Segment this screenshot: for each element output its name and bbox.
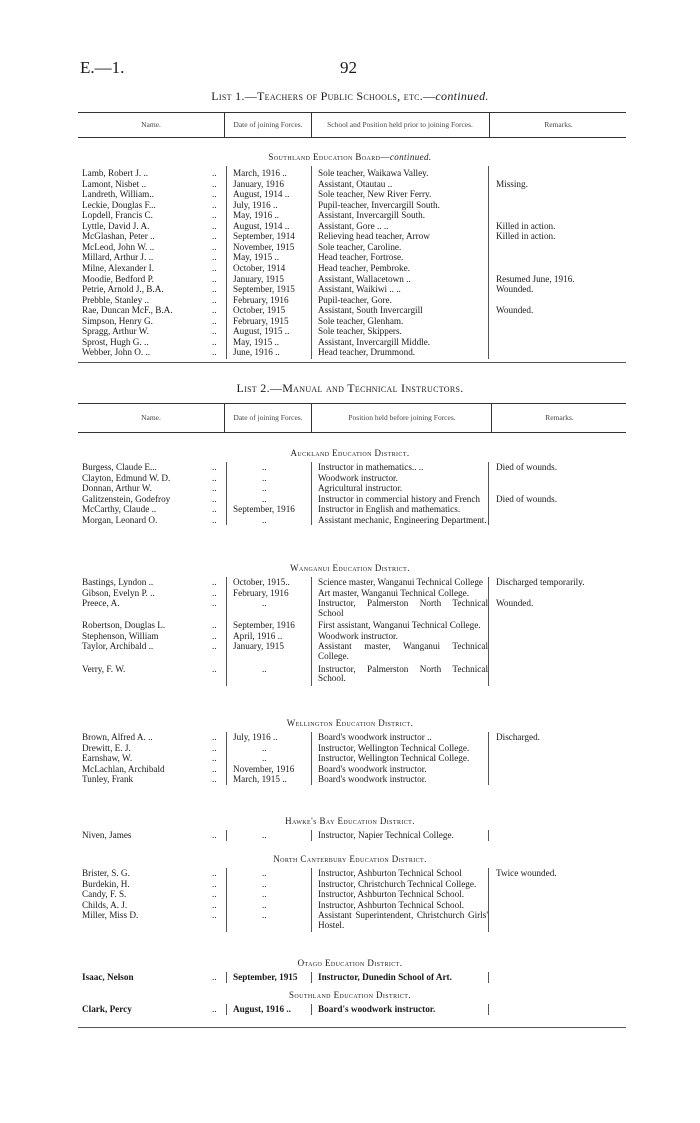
report-code: E.—1. <box>80 58 125 77</box>
position-cell: Pupil-teacher, Gore. <box>318 294 392 305</box>
date-cell: .. <box>262 663 267 674</box>
column-rule <box>226 577 227 686</box>
date-cell: April, 1916 .. <box>233 630 283 641</box>
district-title: Hawke's Bay Education District. <box>285 816 415 826</box>
remarks-cell: Wounded. <box>496 284 534 295</box>
leader-dots: .. <box>212 753 217 763</box>
date-cell: September, 1916 <box>233 504 295 514</box>
district-title <box>0 152 700 162</box>
position-cell: Instructor, Palmerston North Technical School. <box>318 663 488 684</box>
leader-dots: .. <box>212 347 217 358</box>
date-cell: .. <box>262 910 267 920</box>
date-cell: .. <box>262 878 267 889</box>
position-cell: Instructor in English and mathematics. <box>318 504 461 514</box>
date-cell: June, 1916 .. <box>233 347 280 358</box>
district-title: Southland Education District. <box>288 990 411 1000</box>
name-cell: Millard, Arthur J. .. <box>82 252 154 263</box>
date-cell: .. <box>262 598 267 608</box>
date-cell: November, 1916 <box>233 763 295 774</box>
position-cell: Assistant, Otautau .. <box>318 178 393 189</box>
column-rule <box>488 462 489 525</box>
date-cell: August, 1914 .. <box>233 189 290 200</box>
position-cell: Instructor, Christchurch Technical College. <box>318 878 477 889</box>
date-cell: September, 1914 <box>233 231 295 242</box>
name-cell: Preece, A. <box>82 598 120 608</box>
date-cell: September, 1915 <box>233 972 298 982</box>
date-cell: July, 1916 .. <box>233 732 278 742</box>
date-cell: September, 1916 <box>233 620 295 631</box>
name-cell: Lamont, Nisbet .. <box>82 178 147 189</box>
col-position: Position held before joining Forces. <box>348 413 456 422</box>
remarks-cell: Missing. <box>496 178 528 189</box>
leader-dots: .. <box>212 294 217 305</box>
col-remarks: Remarks. <box>544 120 573 129</box>
name-cell: Niven, James <box>82 830 132 840</box>
date-cell: January, 1915 <box>233 273 284 284</box>
leader-dots: .. <box>212 210 217 221</box>
position-cell: Instructor, Ashburton Technical School. <box>318 889 465 899</box>
leader-dots: .. <box>212 830 217 840</box>
leader-dots: .. <box>212 178 217 189</box>
remarks-cell: Died of wounds. <box>496 493 557 504</box>
position-cell: Assistant, Wallacetown .. <box>318 273 411 284</box>
name-cell: Galitzenstein, Godefroy <box>82 493 171 504</box>
leader-dots: .. <box>212 483 217 493</box>
col-name: Name. <box>141 413 161 422</box>
position-cell: Instructor, Wellington Technical College. <box>318 753 470 763</box>
leader-dots: .. <box>212 577 217 587</box>
district-title: Auckland Education District. <box>290 448 410 458</box>
column-rule <box>226 830 227 841</box>
remarks-cell: Killed in action. <box>496 220 556 231</box>
column-rule <box>311 830 312 841</box>
position-cell: Assistant Superintendent, Christchurch Girls' Hostel. <box>318 910 488 930</box>
page-number: 92 <box>340 58 357 77</box>
position-cell: Sole teacher, Caroline. <box>318 241 402 252</box>
name-cell: Brister, S. G. <box>82 868 130 878</box>
leader-dots: .. <box>212 972 217 982</box>
list1-table-header <box>78 112 626 138</box>
remarks-cell: Wounded. <box>496 598 534 608</box>
list1-title-cont: continued. <box>435 89 489 103</box>
column-rule <box>488 1004 489 1015</box>
name-cell: Prebble, Stanley .. <box>82 294 150 305</box>
district-title: North Canterbury Education District. <box>273 854 427 864</box>
name-cell: Milne, Alexander I. <box>82 262 154 273</box>
name-cell: Morgan, Leonard O. <box>82 514 158 525</box>
date-cell: February, 1915 <box>233 315 289 326</box>
district-title: Wellington Education District. <box>286 718 414 728</box>
name-cell: Candy, F. S. <box>82 889 127 899</box>
date-cell: February, 1916 <box>233 587 289 598</box>
date-cell: February, 1916 <box>233 294 289 305</box>
leader-dots: .. <box>212 199 217 210</box>
name-cell: Webber, John O. .. <box>82 347 151 358</box>
date-cell: March, 1915 .. <box>233 774 287 784</box>
remarks-cell: Resumed June, 1916. <box>496 273 575 284</box>
position-cell: Assistant, Invercargill Middle. <box>318 336 431 347</box>
column-rule <box>226 166 227 359</box>
date-cell: November, 1915 <box>233 241 295 252</box>
district-title-cont: continued. <box>389 152 432 162</box>
name-cell: Spragg, Arthur W. <box>82 326 149 337</box>
date-cell: .. <box>262 472 267 483</box>
name-cell: Burdekin, H. <box>82 878 130 889</box>
column-rule <box>226 868 227 932</box>
date-cell: January, 1916 <box>233 178 284 189</box>
name-cell: Sprost, Hugh G. .. <box>82 336 149 347</box>
date-cell: October, 1915.. <box>233 577 290 587</box>
remarks-cell: Twice wounded. <box>496 868 557 878</box>
name-cell: McLeod, John W. .. <box>82 241 155 252</box>
column-rule <box>311 732 312 785</box>
column-rule <box>488 972 489 983</box>
leader-dots: .. <box>212 231 217 242</box>
name-cell: Earnshaw, W. <box>82 753 133 763</box>
name-cell: Landreth, William.. <box>82 189 154 200</box>
name-cell: Miller, Miss D. <box>82 910 139 920</box>
leader-dots: .. <box>212 504 217 514</box>
position-cell: Woodwork instructor. <box>318 630 398 641</box>
position-cell: Assistant, South Invercargill <box>318 305 423 316</box>
column-rule <box>488 732 489 785</box>
leader-dots: .. <box>212 189 217 200</box>
remarks-cell: Killed in action. <box>496 231 556 242</box>
position-cell: Assistant master, Wanganui Technical College. <box>318 641 488 661</box>
col-name: Name. <box>141 120 161 129</box>
leader-dots: .. <box>212 878 217 889</box>
col-date: Date of joining Forces. <box>233 120 303 129</box>
position-cell: Assistant, Gore .. .. <box>318 220 389 231</box>
name-cell: McGlashan, Peter .. <box>82 231 155 242</box>
position-cell: Art master, Wanganui Technical College. <box>318 587 469 598</box>
column-rule <box>226 462 227 525</box>
position-cell: Assistant, Invercargill South. <box>318 210 426 221</box>
leader-dots: .. <box>212 663 217 674</box>
leader-dots: .. <box>212 620 217 631</box>
position-cell: Instructor, Ashburton Technical School <box>318 868 462 878</box>
list1-title <box>0 89 700 104</box>
date-cell: .. <box>262 889 267 899</box>
leader-dots: .. <box>212 273 217 284</box>
date-cell: .. <box>262 868 267 878</box>
remarks-cell: Discharged. <box>496 732 540 742</box>
name-cell: Bastings, Lyndon .. <box>82 577 154 587</box>
date-cell: .. <box>262 483 267 493</box>
name-cell: Petrie, Arnold J., B.A. <box>82 284 164 295</box>
position-cell: Head teacher, Drummond. <box>318 347 416 358</box>
name-cell: Burgess, Claude E... <box>82 462 157 472</box>
column-rule <box>311 1004 312 1015</box>
leader-dots: .. <box>212 514 217 525</box>
position-cell: Instructor, Ashburton Technical School. <box>318 899 465 910</box>
leader-dots: .. <box>212 598 217 608</box>
position-cell: Instructor, Dunedin School of Art. <box>318 972 452 982</box>
name-cell: Gibson, Evelyn P. .. <box>82 587 155 598</box>
position-cell: Instructor in mathematics.. .. <box>318 462 424 472</box>
date-cell: May, 1916 .. <box>233 210 280 221</box>
name-cell: McCarthy, Claude .. <box>82 504 157 514</box>
name-cell: McLachlan, Archibald <box>82 763 165 774</box>
name-cell: Simpson, Henry G. <box>82 315 153 326</box>
list2-bottom-rule <box>78 1027 626 1028</box>
position-cell: Sole teacher, Skippers. <box>318 326 402 337</box>
leader-dots: .. <box>212 493 217 504</box>
date-cell: May, 1915 .. <box>233 336 280 347</box>
column-rule <box>488 868 489 932</box>
position-cell: Woodwork instructor. <box>318 472 398 483</box>
position-cell: Science master, Wanganui Technical College <box>318 577 484 587</box>
date-cell: .. <box>262 899 267 910</box>
leader-dots: .. <box>212 732 217 742</box>
name-cell: Lyttle, David J. A. <box>82 220 150 231</box>
column-rule <box>311 868 312 932</box>
leader-dots: .. <box>212 220 217 231</box>
position-cell: Instructor, Napier Technical College. <box>318 830 454 840</box>
leader-dots: .. <box>212 742 217 753</box>
district-title: Otago Education District. <box>297 958 403 968</box>
leader-dots: .. <box>212 336 217 347</box>
leader-dots: .. <box>212 868 217 878</box>
position-cell: Pupil-teacher, Invercargill South. <box>318 199 440 210</box>
leader-dots: .. <box>212 472 217 483</box>
remarks-cell: Discharged temporarily. <box>496 577 585 587</box>
col-date: Date of joining Forces. <box>233 413 303 422</box>
name-cell: Clayton, Edmund W. D. <box>82 472 171 483</box>
list2-table-header <box>78 403 626 433</box>
column-rule <box>488 577 489 686</box>
leader-dots: .. <box>212 1004 217 1014</box>
date-cell: August, 1916 .. <box>233 1004 291 1014</box>
leader-dots: .. <box>212 910 217 920</box>
position-cell: Sole teacher, Glenham. <box>318 315 404 326</box>
col-remarks: Remarks. <box>545 413 574 422</box>
position-cell: Assistant, Waikiwi .. .. <box>318 284 401 295</box>
name-cell: Taylor, Archibald .. <box>82 641 154 652</box>
column-rule <box>311 462 312 525</box>
column-rule <box>226 1004 227 1015</box>
leader-dots: .. <box>212 252 217 263</box>
position-cell: Instructor, Wellington Technical College. <box>318 742 470 753</box>
district-title-text: Southland Education Board— <box>268 152 390 162</box>
date-cell: October, 1914 <box>233 262 286 273</box>
name-cell: Stephenson, William <box>82 630 159 641</box>
position-cell: Board's woodwork instructor. <box>318 1004 436 1014</box>
name-cell: Brown, Alfred A. .. <box>82 732 153 742</box>
date-cell: .. <box>262 830 267 840</box>
leader-dots: .. <box>212 630 217 641</box>
name-cell: Childs, A. J. <box>82 899 128 910</box>
name-cell: Drewitt, E. J. <box>82 742 131 753</box>
date-cell: .. <box>262 742 267 753</box>
position-cell: Agricultural instructor. <box>318 483 403 493</box>
leader-dots: .. <box>212 168 217 178</box>
list2-title: List 2.—Manual and Technical Instructors. <box>236 381 464 395</box>
position-cell: Head teacher, Pembroke. <box>318 262 410 273</box>
position-cell: Instructor, Palmerston North Technical School <box>318 598 488 618</box>
name-cell: Rae, Duncan McF., B.A. <box>82 305 173 316</box>
name-cell: Lamb, Robert J. .. <box>82 168 149 178</box>
name-cell: Robertson, Douglas L. <box>82 620 166 631</box>
name-cell: Isaac, Nelson <box>82 972 134 982</box>
column-rule <box>488 830 489 841</box>
column-rule <box>311 577 312 686</box>
leader-dots: .. <box>212 774 217 784</box>
date-cell: August, 1915 .. <box>233 326 290 337</box>
column-rule <box>226 972 227 983</box>
position-cell: Sole teacher, New River Ferry. <box>318 189 432 200</box>
name-cell: Leckie, Douglas F... <box>82 199 156 210</box>
column-rule <box>488 166 489 359</box>
date-cell: July, 1916 .. <box>233 199 278 210</box>
leader-dots: .. <box>212 241 217 252</box>
district-title: Wanganui Education District. <box>290 563 410 573</box>
leader-dots: .. <box>212 305 217 316</box>
name-cell: Tunley, Frank <box>82 774 134 784</box>
date-cell: May, 1915 .. <box>233 252 280 263</box>
position-cell: Board's woodwork instructor. <box>318 774 427 784</box>
leader-dots: .. <box>212 763 217 774</box>
date-cell: October, 1915 <box>233 305 286 316</box>
date-cell: .. <box>262 493 267 504</box>
leader-dots: .. <box>212 284 217 295</box>
date-cell: March, 1916 .. <box>233 168 287 178</box>
column-rule <box>311 972 312 983</box>
date-cell: September, 1915 <box>233 284 295 295</box>
position-cell: Sole teacher, Waikawa Valley. <box>318 168 429 178</box>
leader-dots: .. <box>212 315 217 326</box>
position-cell: Instructor in commercial history and French <box>318 493 481 504</box>
date-cell: .. <box>262 514 267 525</box>
list1-title-text: List 1.—Teachers of Public Schools, etc.— <box>211 89 436 103</box>
name-cell: Moodie, Bedford P. <box>82 273 154 284</box>
remarks-cell: Died of wounds. <box>496 462 557 472</box>
position-cell: Head teacher, Fortrose. <box>318 252 404 263</box>
position-cell: Assistant mechanic, Engineering Department. <box>318 514 487 525</box>
leader-dots: .. <box>212 641 217 652</box>
position-cell: First assistant, Wanganui Technical College. <box>318 620 481 631</box>
leader-dots: .. <box>212 262 217 273</box>
leader-dots: .. <box>212 462 217 472</box>
name-cell: Donnan, Arthur W. <box>82 483 152 493</box>
leader-dots: .. <box>212 889 217 899</box>
date-cell: .. <box>262 462 267 472</box>
date-cell: .. <box>262 753 267 763</box>
leader-dots: .. <box>212 326 217 337</box>
date-cell: August, 1914 .. <box>233 220 290 231</box>
column-rule <box>226 732 227 785</box>
name-cell: Clark, Percy <box>82 1004 132 1014</box>
position-cell: Relieving head teacher, Arrow <box>318 231 430 242</box>
col-position: School and Position held prior to joining Forces. <box>327 120 473 129</box>
leader-dots: .. <box>212 587 217 598</box>
date-cell: January, 1915 <box>233 641 284 652</box>
column-rule <box>311 166 312 359</box>
remarks-cell: Wounded. <box>496 305 534 316</box>
leader-dots: .. <box>212 899 217 910</box>
position-cell: Board's woodwork instructor. <box>318 763 427 774</box>
name-cell: Verry, F. W. <box>82 663 126 674</box>
position-cell: Board's woodwork instructor .. <box>318 732 432 742</box>
name-cell: Lopdell, Francis C. <box>82 210 153 221</box>
list1-bottom-rule <box>78 362 626 363</box>
